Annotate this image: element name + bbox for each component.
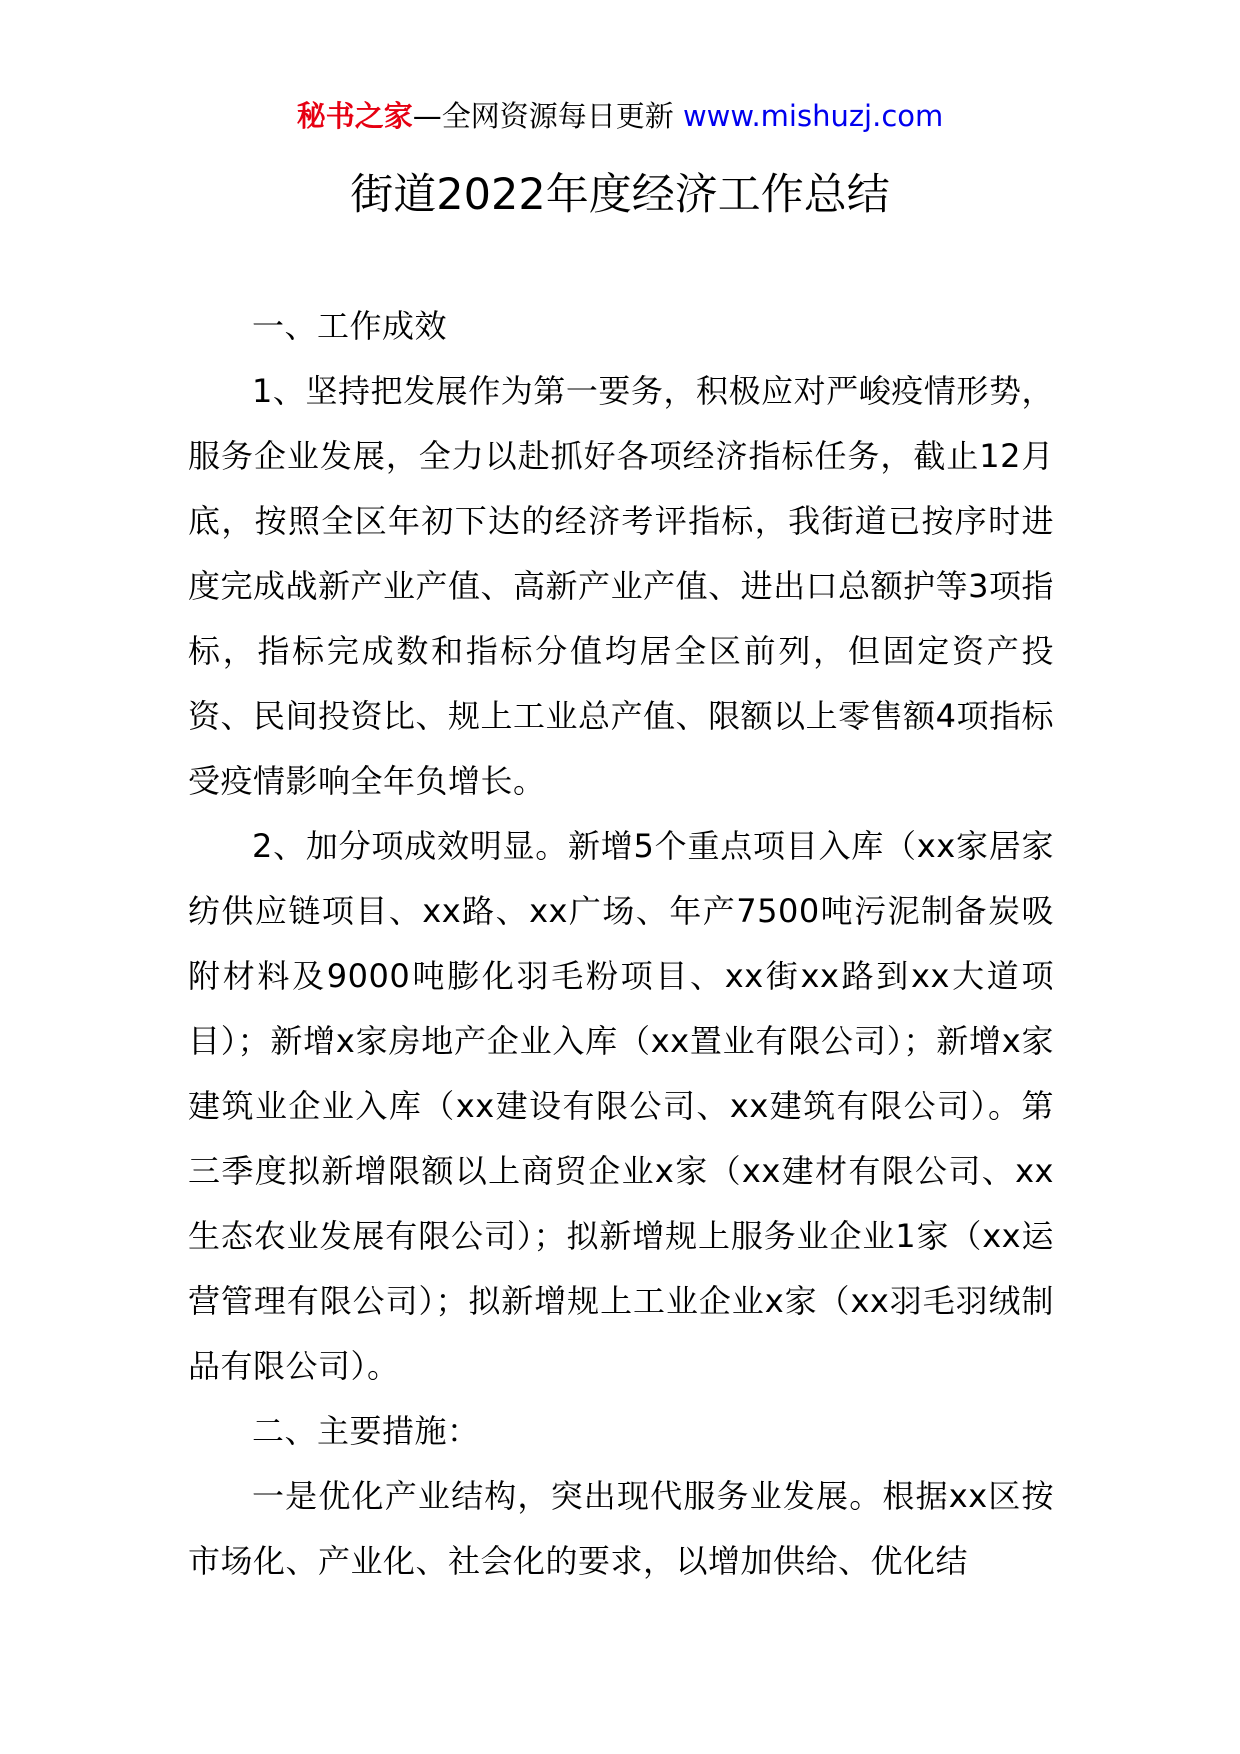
site-tagline: 全网资源每日更新: [441, 99, 674, 133]
site-header: [0, 96, 1240, 136]
paragraph-measure-1: 一是优化产业结构，突出现代服务业发展。根据xx区按市场化、产业化、社会化的要求，以增加供给、优化结: [188, 1477, 1054, 1580]
document-title: 街道2022年度经济工作总结: [350, 170, 890, 220]
document-body: [188, 294, 1054, 1594]
header-dash: —: [412, 99, 442, 133]
section-heading-achievements: 一、工作成效: [252, 307, 448, 345]
paragraph-item-1: 1、坚持把发展作为第一要务，积极应对严峻疫情形势，服务企业发展，全力以赴抓好各项经济指标任务，截止12月底，按照全区年初下达的经济考评指标，我街道已按序时进度完成战新产业产值、高新产业产值、进出口总额护等3项指标，指标完成数和指标分值均居全区前列，但固定资产投资、民间投资比、规上工业总产值、限额以上零售额4项指标受疫情影响全年负增长。: [188, 372, 1054, 800]
section-heading-measures: 二、主要措施：: [252, 1412, 480, 1450]
paragraph-item-2: 2、加分项成效明显。新增5个重点项目入库（xx家居家纺供应链项目、xx路、xx广场、年产7500吨污泥制备炭吸附材料及9000吨膨化羽毛粉项目、xx街xx路到xx大道项目）；新增x家房地产企业入库（xx置业有限公司）；新增x家建筑业企业入库（xx建设有限公司、xx建筑有限公司）。第三季度拟新增限额以上商贸企业x家（xx建材有限公司、xx生态农业发展有限公司）；拟新增规上服务业企业1家（xx运营管理有限公司）；拟新增规上工业企业x家（xx羽毛羽绒制品有限公司）。: [188, 827, 1054, 1385]
site-brand: 秘书之家: [296, 99, 413, 133]
site-url-link[interactable]: www.mishuzj.com: [682, 99, 944, 133]
